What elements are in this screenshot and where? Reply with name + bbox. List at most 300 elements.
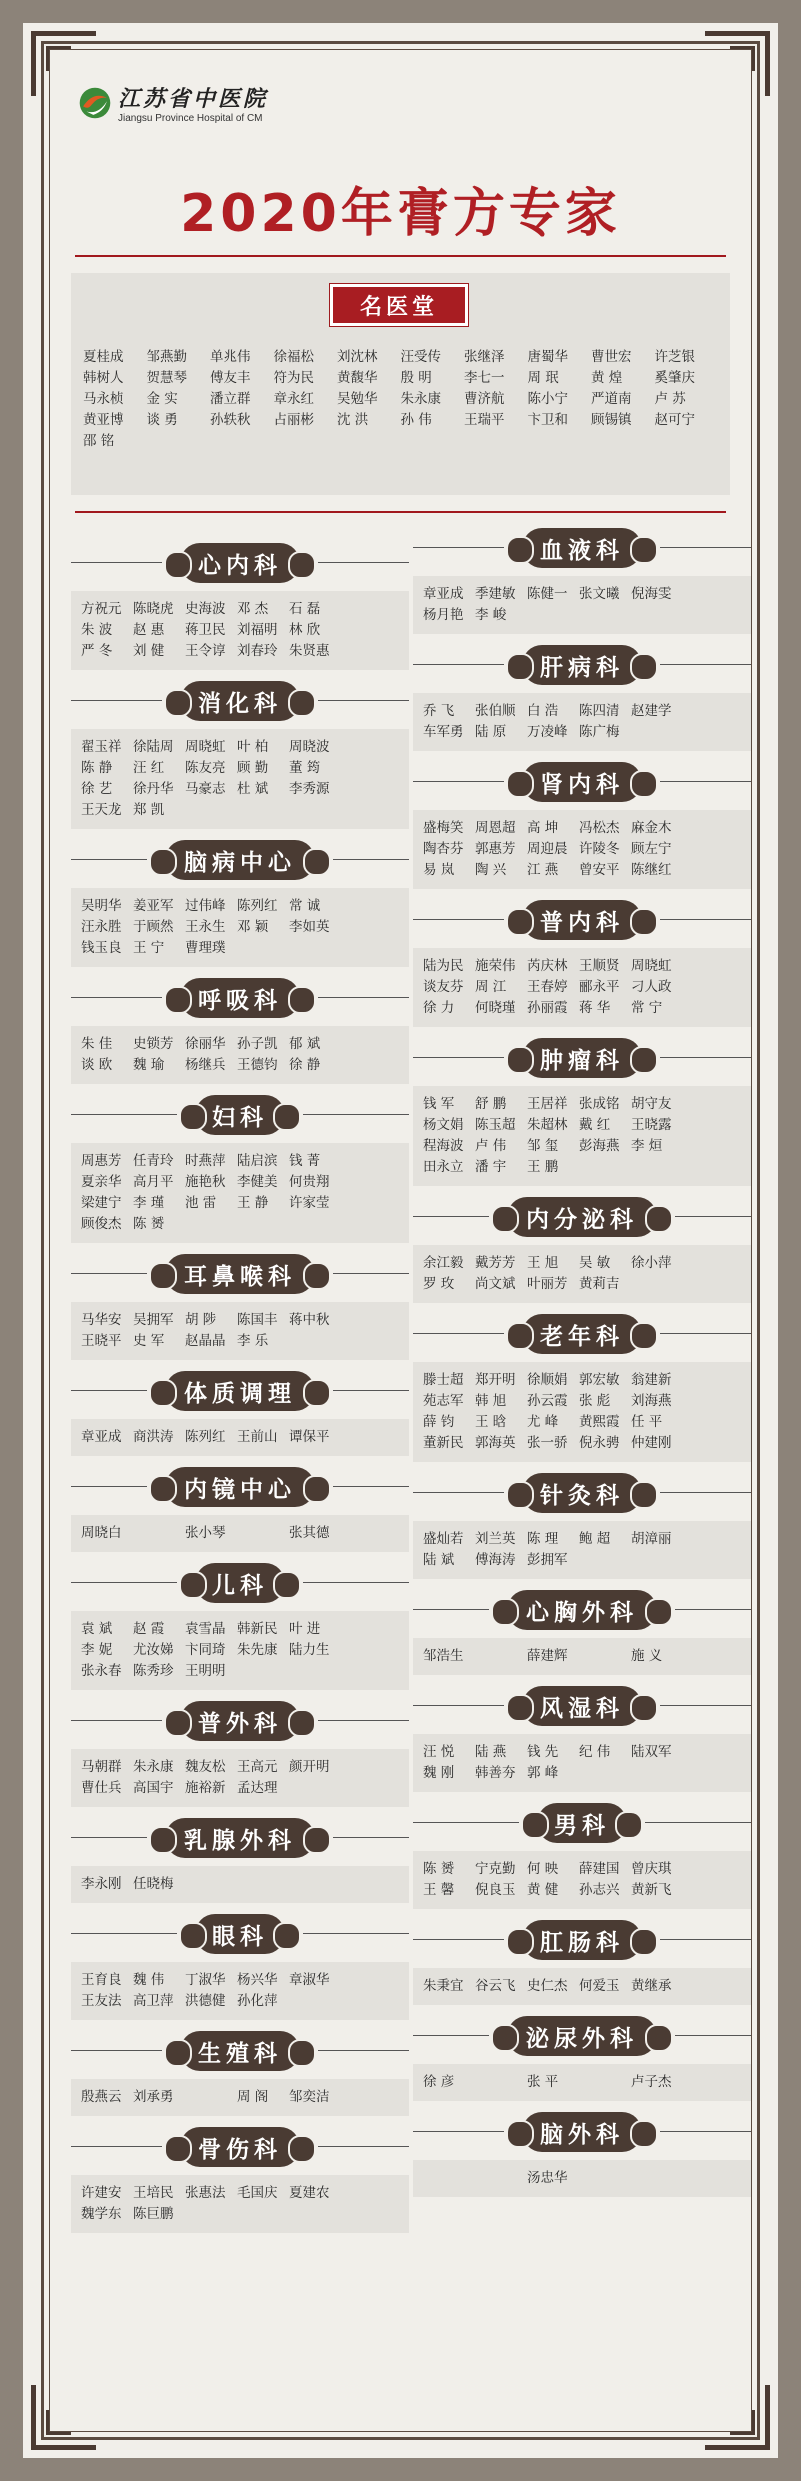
dept-heading-rule [318, 2050, 409, 2051]
doctor-name: 常 诚 [289, 898, 321, 914]
doctor-name: 夏亲华 [81, 1174, 122, 1190]
doctor-name: 陈友亮 [185, 760, 226, 776]
dept-name-list [413, 693, 751, 751]
doctor-name: 卢子杰 [631, 2074, 672, 2090]
dept-name-row [81, 1214, 399, 1235]
doctor-name: 陈 赟 [133, 1216, 165, 1232]
doctor-name: 胡守友 [631, 1096, 672, 1112]
doctor-name: 时燕萍 [185, 1153, 226, 1169]
dept-name-row [423, 1742, 741, 1763]
doctor-name: 常 宁 [631, 1000, 663, 1016]
dept-name-list [413, 2160, 751, 2197]
doctor-name: 苑志军 [423, 1393, 464, 1409]
doctor-name: 王高元 [237, 1759, 278, 1775]
doctor-name [579, 2072, 631, 2093]
dept-name-row [423, 1976, 741, 1997]
dept-heading-rule [660, 1705, 751, 1706]
doctor-name: 陈四清 [579, 703, 620, 719]
doctor-name: 朱 佳 [81, 1036, 113, 1052]
doctor-name: 叶 柏 [237, 739, 269, 755]
doctor-name: 李永刚 [81, 1876, 122, 1892]
doctor-name: 戴芳芳 [475, 1255, 516, 1271]
doctor-name: 万凌峰 [527, 724, 568, 740]
doctor-name: 李 瑾 [133, 1195, 165, 1211]
dept-heading-rule [413, 1333, 504, 1334]
dept-heading: 泌尿外科 [507, 2016, 657, 2056]
doctor-name: 潘立群 [210, 391, 251, 407]
doctor-name: 卢 伟 [475, 1138, 507, 1154]
doctor-name: 尤汝娣 [133, 1642, 174, 1658]
dept-name-row [81, 779, 399, 800]
corner-ornament [705, 2385, 770, 2450]
doctor-name: 王晓平 [81, 1333, 122, 1349]
dept-tizhi [71, 1371, 409, 1456]
doctor-name: 史仁杰 [527, 1978, 568, 1994]
doctor-name: 谈友芬 [423, 979, 464, 995]
doctor-name: 唐蜀华 [527, 349, 568, 365]
dept-name-row [81, 1193, 399, 1214]
doctor-name: 许建安 [81, 2185, 122, 2201]
doctor-name: 黄亚博 [83, 412, 124, 428]
doctor-name: 周晓虹 [185, 739, 226, 755]
dept-heading-rule [318, 562, 409, 563]
doctor-name: 袁 斌 [81, 1621, 113, 1637]
doctor-name: 卞同琦 [185, 1642, 226, 1658]
dept-heading-rule [71, 1720, 162, 1721]
doctor-name: 徐福松 [273, 349, 314, 365]
doctor-name: 何爱玉 [579, 1978, 620, 1994]
doctor-name: 顾俊杰 [81, 1216, 122, 1232]
dept-xinxiong [413, 1590, 751, 1675]
doctor-name: 陆 燕 [475, 1744, 507, 1760]
doctor-name: 孙云霞 [527, 1393, 568, 1409]
doctor-name: 张小琴 [185, 1525, 226, 1541]
doctor-name: 施裕新 [185, 1780, 226, 1796]
doctor-name: 傅海涛 [475, 1552, 516, 1568]
doctor-name: 周惠芳 [81, 1153, 122, 1169]
doctor-name: 马豪志 [185, 781, 226, 797]
doctor-name: 高国宇 [133, 1780, 174, 1796]
doctor-name: 舒 鹏 [475, 1096, 507, 1112]
dept-naowai [413, 2112, 751, 2197]
dept-heading: 脑外科 [522, 2112, 642, 2152]
doctor-name: 邵 铭 [83, 433, 115, 449]
dept-heading-rule [660, 1492, 751, 1493]
doctor-name: 王友法 [81, 1993, 122, 2009]
dept-name-list [71, 888, 409, 967]
doctor-name: 张永春 [81, 1663, 122, 1679]
doctor-name: 金 实 [146, 391, 178, 407]
dept-name-row [81, 1619, 399, 1640]
dept-name-row [81, 1427, 399, 1448]
dept-heading-rule [303, 1933, 409, 1934]
doctor-name: 蒋 华 [579, 1000, 611, 1016]
doctor-name: 陆 原 [475, 724, 507, 740]
doctor-name: 董新民 [423, 1435, 464, 1451]
doctor-name: 陈国丰 [237, 1312, 278, 1328]
doctor-name: 顾 勤 [237, 760, 269, 776]
doctor-name: 韩善夯 [475, 1765, 516, 1781]
doctor-name: 陈 理 [527, 1531, 559, 1547]
doctor-name: 黄新飞 [631, 1882, 672, 1898]
doctor-name: 李 乐 [237, 1333, 269, 1349]
dept-xiaohua [71, 681, 409, 829]
doctor-name: 王 晗 [475, 1414, 507, 1430]
dept-neijing [71, 1467, 409, 1552]
dept-heading-rule [333, 1486, 409, 1487]
doctor-name: 汪 悦 [423, 1744, 455, 1760]
dept-name-row [81, 1055, 399, 1076]
doctor-name: 杨兴华 [237, 1972, 278, 1988]
mingyi-label: 名医堂 [333, 287, 465, 323]
doctor-name: 许陵冬 [579, 841, 620, 857]
doctor-name [579, 1646, 631, 1667]
doctor-name: 李 妮 [81, 1642, 113, 1658]
doctor-name: 张文曦 [579, 586, 620, 602]
doctor-name: 郭惠芳 [475, 841, 516, 857]
doctor-name: 钱 先 [527, 1744, 559, 1760]
doctor-name: 章亚成 [81, 1429, 122, 1445]
dept-name-row [81, 1640, 399, 1661]
doctor-name: 麻金木 [631, 820, 672, 836]
dept-name-list [413, 948, 751, 1027]
doctor-name: 施艳秋 [185, 1174, 226, 1190]
doctor-name: 王 鹏 [527, 1159, 559, 1175]
dept-name-row [81, 1172, 399, 1193]
dept-heading: 肝病科 [522, 645, 642, 685]
dept-name-row [423, 1529, 741, 1550]
doctor-name: 马华安 [81, 1312, 122, 1328]
dept-heading-rule [413, 2035, 489, 2036]
doctor-name: 石 磊 [289, 601, 321, 617]
doctor-name: 丁淑华 [185, 1972, 226, 1988]
doctor-name: 过伟峰 [185, 898, 226, 914]
doctor-name: 盛梅笑 [423, 820, 464, 836]
dept-heading-rule [71, 1486, 147, 1487]
doctor-name: 刘 健 [133, 643, 165, 659]
doctor-name: 史锁芳 [133, 1036, 174, 1052]
dept-name-row [423, 1370, 741, 1391]
doctor-name: 梁建宁 [81, 1195, 122, 1211]
dept-ganbing [413, 645, 751, 751]
doctor-name: 魏 瑜 [133, 1057, 165, 1073]
dept-heading-rule [660, 781, 751, 782]
doctor-name: 陈秀珍 [133, 1663, 174, 1679]
doctor-name: 顾锡镇 [591, 412, 632, 428]
doctor-name: 黄 健 [527, 1882, 559, 1898]
dept-name-row [423, 605, 741, 626]
dept-heading-rule [71, 1390, 147, 1391]
doctor-name: 王 宁 [133, 940, 165, 956]
doctor-name: 刘承勇 [133, 2089, 174, 2105]
doctor-name: 汪 红 [133, 760, 165, 776]
dept-heading-rule [413, 919, 504, 920]
dept-name-list [71, 1419, 409, 1456]
doctor-name: 乔 飞 [423, 703, 455, 719]
doctor-name: 周晓波 [289, 739, 330, 755]
dept-naobing [71, 840, 409, 967]
dept-name-row [423, 584, 741, 605]
doctor-name: 朱贤惠 [289, 643, 330, 659]
dept-heading: 普外科 [180, 1701, 300, 1741]
doctor-name: 陆为民 [423, 958, 464, 974]
doctor-name: 刘春玲 [237, 643, 278, 659]
doctor-name: 郑 凯 [133, 802, 165, 818]
doctor-name: 方祝元 [81, 601, 122, 617]
dept-heading: 儿科 [195, 1563, 285, 1603]
mingyi-row [83, 410, 720, 431]
dept-heading-rule [333, 1837, 409, 1838]
doctor-name: 章亚成 [423, 586, 464, 602]
doctor-name: 鲍 超 [579, 1531, 611, 1547]
dept-yanke [71, 1914, 409, 2020]
dept-heading-rule [660, 2131, 751, 2132]
doctor-name: 何晓瑾 [475, 1000, 516, 1016]
doctor-name: 汪受传 [400, 349, 441, 365]
dept-heading-rule [660, 1333, 751, 1334]
dept-heading-rule [71, 2146, 162, 2147]
dept-name-list [71, 1866, 409, 1903]
doctor-name: 徐 彦 [423, 2074, 455, 2090]
doctor-name: 李健美 [237, 1174, 278, 1190]
dept-name-row [423, 1094, 741, 1115]
dept-heading-rule [413, 1609, 489, 1610]
doctor-name: 孟达理 [237, 1780, 278, 1796]
doctor-name: 张一骄 [527, 1435, 568, 1451]
doctor-name: 王顺贤 [579, 958, 620, 974]
dept-name-row [81, 2087, 399, 2108]
doctor-name: 孙轶秋 [210, 412, 251, 428]
doctor-name: 赵晶晶 [185, 1333, 226, 1349]
dept-heading: 心胸外科 [507, 1590, 657, 1630]
dept-punei [413, 900, 751, 1027]
dept-name-row [423, 977, 741, 998]
doctor-name: 魏 刚 [423, 1765, 455, 1781]
title-divider [75, 255, 726, 257]
dept-heading: 肿瘤科 [522, 1038, 642, 1078]
dept-heading-rule [413, 1705, 504, 1706]
dept-heading: 肾内科 [522, 762, 642, 802]
doctor-name: 彭海燕 [579, 1138, 620, 1154]
doctor-name: 白 浩 [527, 703, 559, 719]
dept-name-row [81, 1757, 399, 1778]
doctor-name: 陆力生 [289, 1642, 330, 1658]
dept-heading: 内分泌科 [507, 1197, 657, 1237]
doctor-name: 孙志兴 [579, 1882, 620, 1898]
doctor-name: 刘福明 [237, 622, 278, 638]
doctor-name: 王永生 [185, 919, 226, 935]
doctor-name: 许家莹 [289, 1195, 330, 1211]
doctor-name: 李 烜 [631, 1138, 663, 1154]
dept-heading-rule [71, 1933, 177, 1934]
dept-heading-rule [71, 859, 147, 860]
doctor-name: 黄熙霞 [579, 1414, 620, 1430]
dept-name-list [71, 1611, 409, 1690]
doctor-name: 倪海雯 [631, 586, 672, 602]
doctor-name: 陈健一 [527, 586, 568, 602]
dept-heading-rule [413, 1216, 489, 1217]
doctor-name: 颜开明 [289, 1759, 330, 1775]
doctor-name: 张 彪 [579, 1393, 611, 1409]
doctor-name: 奚肇庆 [654, 370, 695, 386]
doctor-name: 袁雪晶 [185, 1621, 226, 1637]
dept-name-list [413, 1521, 751, 1579]
doctor-name: 陈晓虎 [133, 601, 174, 617]
doctor-name: 沈 洪 [337, 412, 369, 428]
doctor-name: 杨继兵 [185, 1057, 226, 1073]
doctor-name: 章淑华 [289, 1972, 330, 1988]
dept-heading: 眼科 [195, 1914, 285, 1954]
doctor-name: 卢 苏 [654, 391, 686, 407]
doctor-name: 陈继红 [631, 862, 672, 878]
doctor-name: 尚文斌 [475, 1276, 516, 1292]
doctor-name: 任 平 [631, 1414, 663, 1430]
dept-name-list [71, 2079, 409, 2116]
dept-name-list [413, 1851, 751, 1909]
doctor-name: 周恩超 [475, 820, 516, 836]
doctor-name: 曹理璞 [185, 940, 226, 956]
dept-huxi [71, 978, 409, 1084]
dept-heading-rule [71, 2050, 162, 2051]
doctor-name: 王晓露 [631, 1117, 672, 1133]
dept-heading: 骨伤科 [180, 2127, 300, 2167]
doctor-name: 夏建农 [289, 2185, 330, 2201]
doctor-name: 薛 钧 [423, 1414, 455, 1430]
dept-heading-rule [333, 1390, 409, 1391]
doctor-name: 叶 进 [289, 1621, 321, 1637]
page-title: 2020年膏方专家 [180, 184, 621, 244]
doctor-name: 倪良玉 [475, 1882, 516, 1898]
doctor-name: 黄莉吉 [579, 1276, 620, 1292]
doctor-name: 高月平 [133, 1174, 174, 1190]
doctor-name: 钱玉良 [81, 940, 122, 956]
dept-name-row [423, 1412, 741, 1433]
doctor-name: 刘兰英 [475, 1531, 516, 1547]
dept-name-row [81, 800, 399, 821]
doctor-name [133, 1523, 185, 1544]
logo-chinese-name: 江苏省中医院 [118, 86, 269, 112]
doctor-name: 徐丹华 [133, 781, 174, 797]
doctor-name: 陶杏芬 [423, 841, 464, 857]
doctor-name: 孙化萍 [237, 1993, 278, 2009]
dept-name-list [71, 1026, 409, 1084]
doctor-name: 陆启滨 [237, 1153, 278, 1169]
dept-heading-rule [413, 1057, 504, 1058]
dept-heading-rule [413, 1822, 519, 1823]
dept-heading-rule [645, 1822, 751, 1823]
dept-name-list [71, 1515, 409, 1552]
doctor-name: 周 江 [475, 979, 507, 995]
doctor-name: 邓 颖 [237, 919, 269, 935]
corner-ornament [705, 31, 770, 96]
doctor-name: 陈列红 [237, 898, 278, 914]
doctor-name: 翟玉祥 [81, 739, 122, 755]
doctor-name: 冯松杰 [579, 820, 620, 836]
dept-ganchang [413, 1920, 751, 2005]
doctor-name: 赵 霞 [133, 1621, 165, 1637]
doctor-name: 曾庆琪 [631, 1861, 672, 1877]
doctor-name: 陈 静 [81, 760, 113, 776]
dept-zhenjiu [413, 1473, 751, 1579]
doctor-name: 赵 惠 [133, 622, 165, 638]
dept-name-row [81, 641, 399, 662]
doctor-name: 张其德 [289, 1525, 330, 1541]
dept-heading-rule [71, 1582, 177, 1583]
dept-zhongliu [413, 1038, 751, 1186]
dept-name-row [423, 1274, 741, 1295]
doctor-name: 薛建辉 [527, 1648, 568, 1664]
dept-name-list [413, 1362, 751, 1462]
dept-name-row [423, 1646, 741, 1667]
doctor-name [185, 2087, 237, 2108]
doctor-name: 严道南 [591, 391, 632, 407]
doctor-name: 蒋中秋 [289, 1312, 330, 1328]
doctor-name: 余江毅 [423, 1255, 464, 1271]
doctor-name: 杜 斌 [237, 781, 269, 797]
dept-heading: 脑病中心 [165, 840, 315, 880]
dept-name-row [81, 1331, 399, 1352]
doctor-name: 张伯顺 [475, 703, 516, 719]
dept-name-row [81, 599, 399, 620]
dept-heading-rule [413, 1492, 504, 1493]
doctor-name: 张继泽 [464, 349, 505, 365]
left-department-column [71, 543, 409, 2244]
doctor-name: 于顾然 [133, 919, 174, 935]
doctor-name [237, 1523, 289, 1544]
dept-name-row [81, 1151, 399, 1172]
doctor-name: 邓 杰 [237, 601, 269, 617]
dept-name-list [71, 2175, 409, 2233]
doctor-name: 陈列红 [185, 1429, 226, 1445]
doctor-name: 曹世宏 [591, 349, 632, 365]
doctor-name: 孙丽霞 [527, 1000, 568, 1016]
doctor-name: 刘海燕 [631, 1393, 672, 1409]
doctor-name: 韩新民 [237, 1621, 278, 1637]
doctor-name: 周晓白 [81, 1525, 122, 1541]
doctor-name: 魏 伟 [133, 1972, 165, 1988]
dept-name-list [71, 591, 409, 670]
dept-name-row [423, 860, 741, 881]
doctor-name: 钱 军 [423, 1096, 455, 1112]
doctor-name: 谷云飞 [475, 1978, 516, 1994]
doctor-name: 陆 斌 [423, 1552, 455, 1568]
corner-ornament [31, 2385, 96, 2450]
doctor-name: 刁人政 [631, 979, 672, 995]
doctor-name: 曾安平 [579, 862, 620, 878]
dept-heading-rule [413, 1939, 504, 1940]
doctor-name: 谈 欧 [81, 1057, 113, 1073]
dept-name-list [413, 810, 751, 889]
doctor-name: 陈巨鹏 [133, 2206, 174, 2222]
doctor-name: 魏友松 [185, 1759, 226, 1775]
doctor-name: 张 平 [527, 2074, 559, 2090]
doctor-name: 芮庆林 [527, 958, 568, 974]
mingyi-name-grid [83, 347, 720, 452]
dept-name-row [423, 1391, 741, 1412]
doctor-name: 蒋卫民 [185, 622, 226, 638]
doctor-name: 李七一 [464, 370, 505, 386]
doctor-name: 徐 艺 [81, 781, 113, 797]
dept-heading-rule [318, 997, 409, 998]
dept-name-row [81, 1523, 399, 1544]
doctor-name: 董 筠 [289, 760, 321, 776]
dept-heading: 老年科 [522, 1314, 642, 1354]
poster-frame [23, 23, 778, 2458]
doctor-name: 吴勉华 [337, 391, 378, 407]
dept-erbihou [71, 1254, 409, 1360]
doctor-name: 符为民 [273, 370, 314, 386]
dept-heading-rule [318, 2146, 409, 2147]
